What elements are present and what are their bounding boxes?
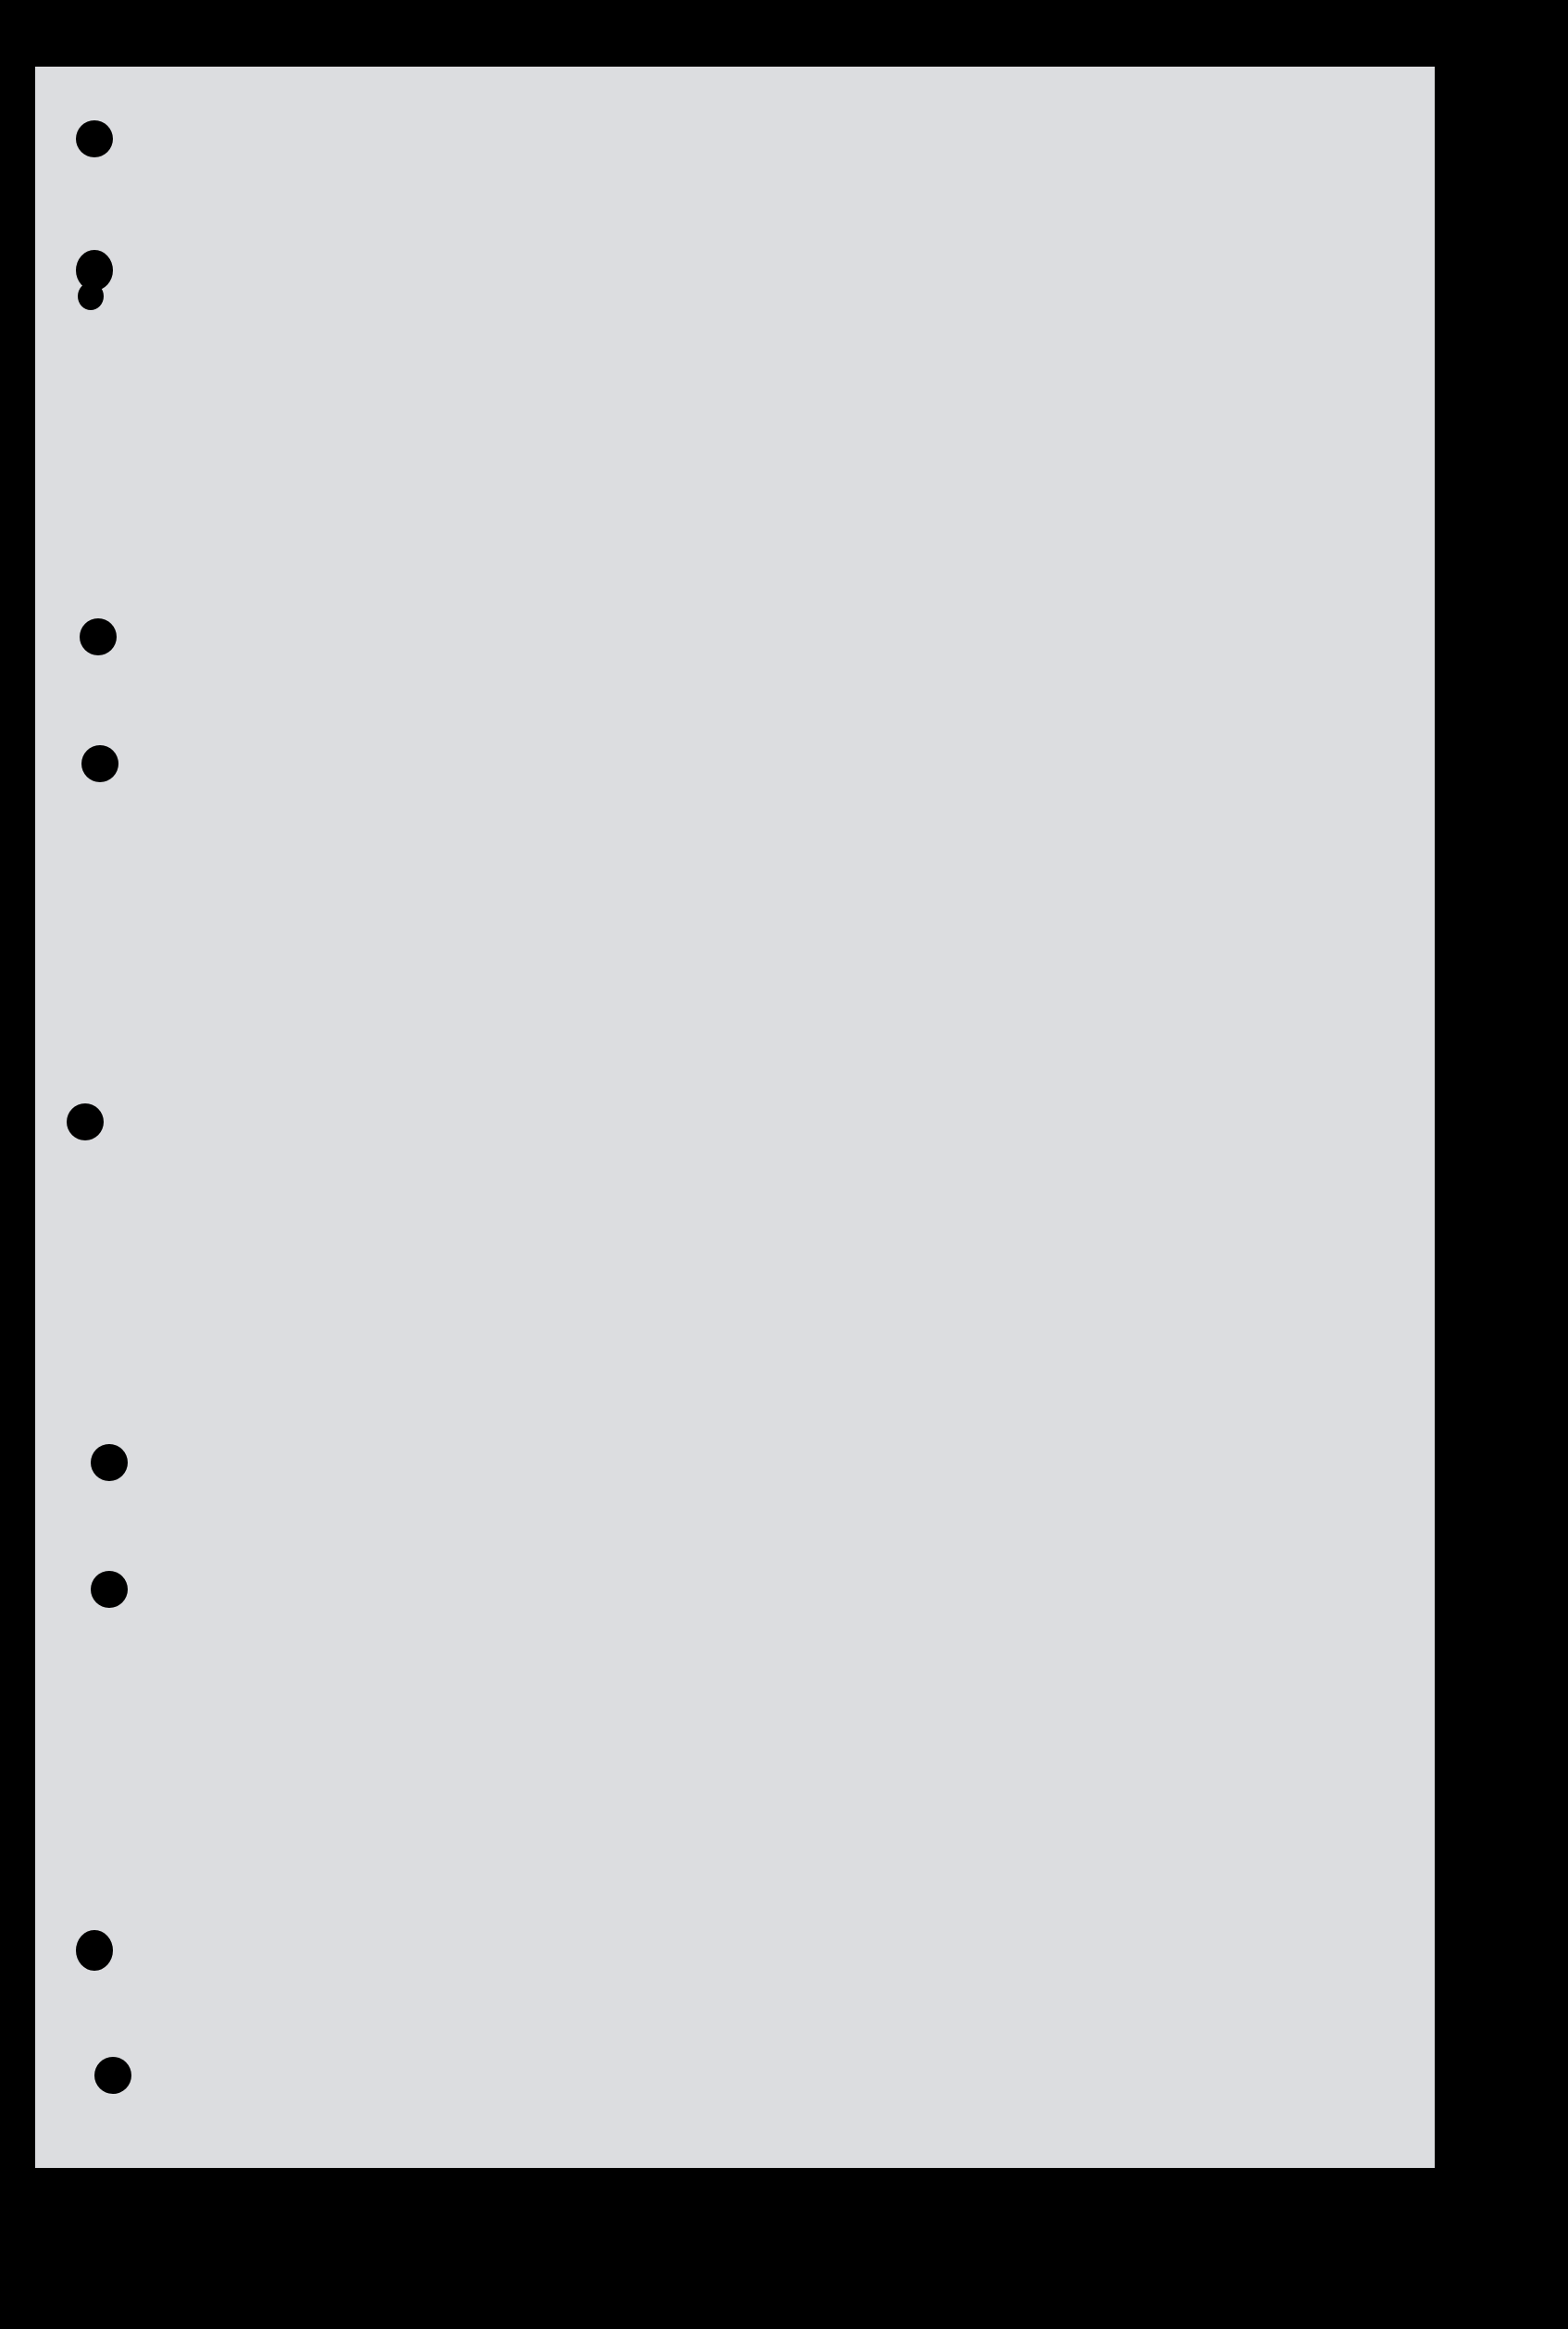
- punch-hole: [76, 120, 113, 157]
- punch-hole: [67, 1103, 104, 1140]
- punch-hole: [80, 618, 117, 655]
- manifest-sheet: [35, 67, 1435, 2168]
- punch-hole: [76, 1930, 113, 1971]
- punch-hole: [81, 745, 118, 782]
- punch-hole: [91, 1571, 128, 1608]
- punch-hole: [78, 282, 104, 310]
- punch-hole: [91, 1444, 128, 1481]
- punch-hole: [94, 2057, 131, 2094]
